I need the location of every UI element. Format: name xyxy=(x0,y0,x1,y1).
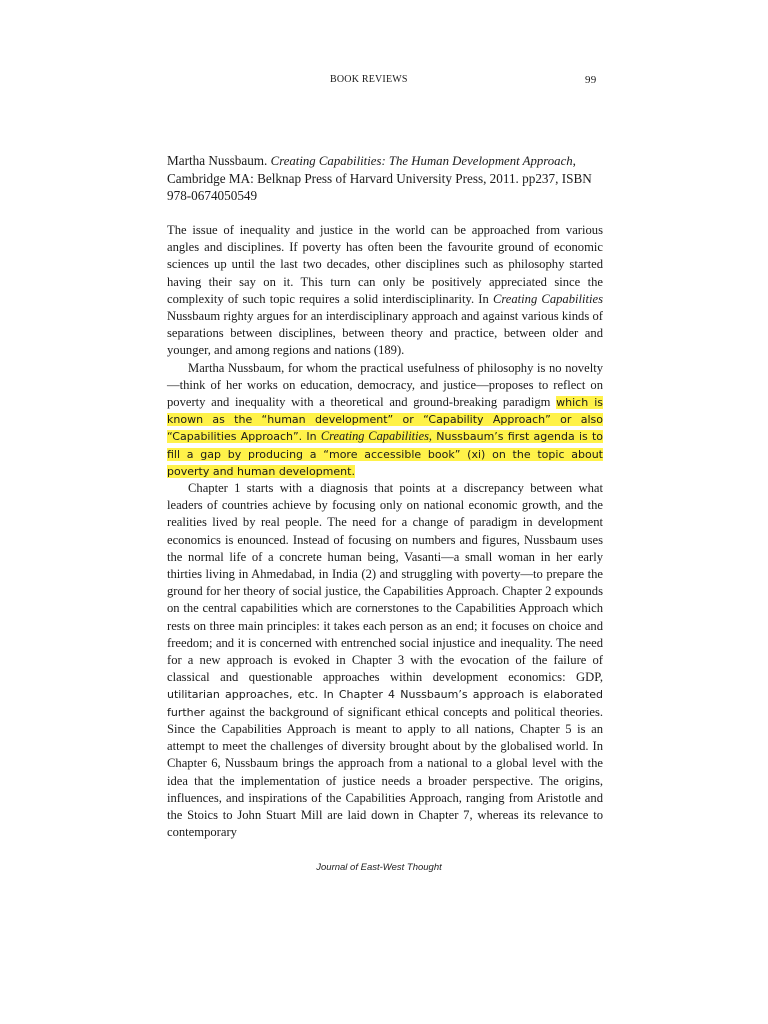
book-citation xyxy=(167,152,603,204)
paragraph-1-book-title: Creating Capabilities xyxy=(492,291,603,306)
paragraph-3-sans-text: utilitarian approaches, etc. In Chapter 4 Nussbaum’s approach is elaborated further xyxy=(167,688,603,719)
page-number: 99 xyxy=(585,74,597,86)
highlight-text-a: which is known as the “human development” or “Capability Approach” or also “Capabilities Approach”. In xyxy=(167,396,604,444)
journal-footer xyxy=(0,862,768,873)
paragraph-1-text-a: The issue of inequality and justice in the world can be approached from various angles and disciplines. If poverty has often been the favourite ground of economic sciences up until the last two decades, other disciplines such as philosophy started having their say on it. This turn can only be positively appreciated since the complexity of such topic requires a solid interdisciplinarity. In xyxy=(167,223,603,306)
citation-publication: , Cambridge MA: Belknap Press of Harvard University Press, 2011. pp237, ISBN 978-0674050549 xyxy=(167,153,592,203)
highlight-text-b: Nussbaum’s first agenda is to fill a gap by producing a “more accessible book” (xi) on the topic about poverty and human development. xyxy=(167,430,604,478)
paragraph-3 xyxy=(167,480,603,841)
highlight-book-title: Creating Capabilities, xyxy=(320,429,432,444)
review-body xyxy=(167,222,603,841)
citation-author: Martha Nussbaum. xyxy=(167,153,268,168)
running-header xyxy=(0,74,768,90)
paragraph-2 xyxy=(167,360,603,480)
running-title: BOOK REVIEWS xyxy=(330,74,408,85)
citation-book-title: Creating Capabilities: The Human Development Approach xyxy=(270,154,573,168)
paragraph-2-text-a: Martha Nussbaum, for whom the practical usefulness of philosophy is no novelty—think of her works on education, democracy, and justice—proposes to reflect on poverty and inequality with a theoretical and ground-breaking paradigm xyxy=(167,360,603,410)
paragraph-1-text-b: Nussbaum righty argues for an interdisciplinary approach and against various kinds of separations between disciplines, between theory and practice, between older and younger, and among regions and nations (189). xyxy=(167,309,603,358)
paragraph-3-text-a: Chapter 1 starts with a diagnosis that points at a discrepancy between what leaders of countries achieve by focusing only on national economic growth, and the realities lived by real people. The need for a change of paradigm in development economics is enounced. Instead of focusing on numbers and figures, Nussbaum uses the normal life of a concrete human being, Vasanti—a small woman in her early thirties living in Ahmedabad, in India (2) and struggling with poverty—to prepare the ground for her theory of social justice, the Capabilities Approach. Chapter 2 expounds on the central capabilities which are cornerstones to the Capabilities Approach which rests on three main principles: it takes each person as an end; it focuses on choice and freedom; and it is concerned with entrenched social injustice and inequality. The need for a new approach is evoked in Chapter 3 with the evocation of the failure of classical and questionable approaches within development economics: GDP, xyxy=(167,481,603,685)
paragraph-3-text-b: against the background of significant ethical concepts and political theories. Since the Capabilities Approach is meant to apply to all nations, Chapter 5 is an attempt to meet the challenges of diversity brought about by the globalised world. In Chapter 6, Nussbaum brings the approach from a national to a global level with the idea that the implementation of justice needs a broader perspective. The origins, influences, and inspirations of the Capabilities Approach, ranging from Aristotle and the Stoics to John Stuart Mill are laid down in Chapter 7, whereas its relevance to contemporary xyxy=(167,704,603,840)
paragraph-1 xyxy=(167,222,603,360)
journal-name: Journal of East-West Thought xyxy=(316,862,442,873)
